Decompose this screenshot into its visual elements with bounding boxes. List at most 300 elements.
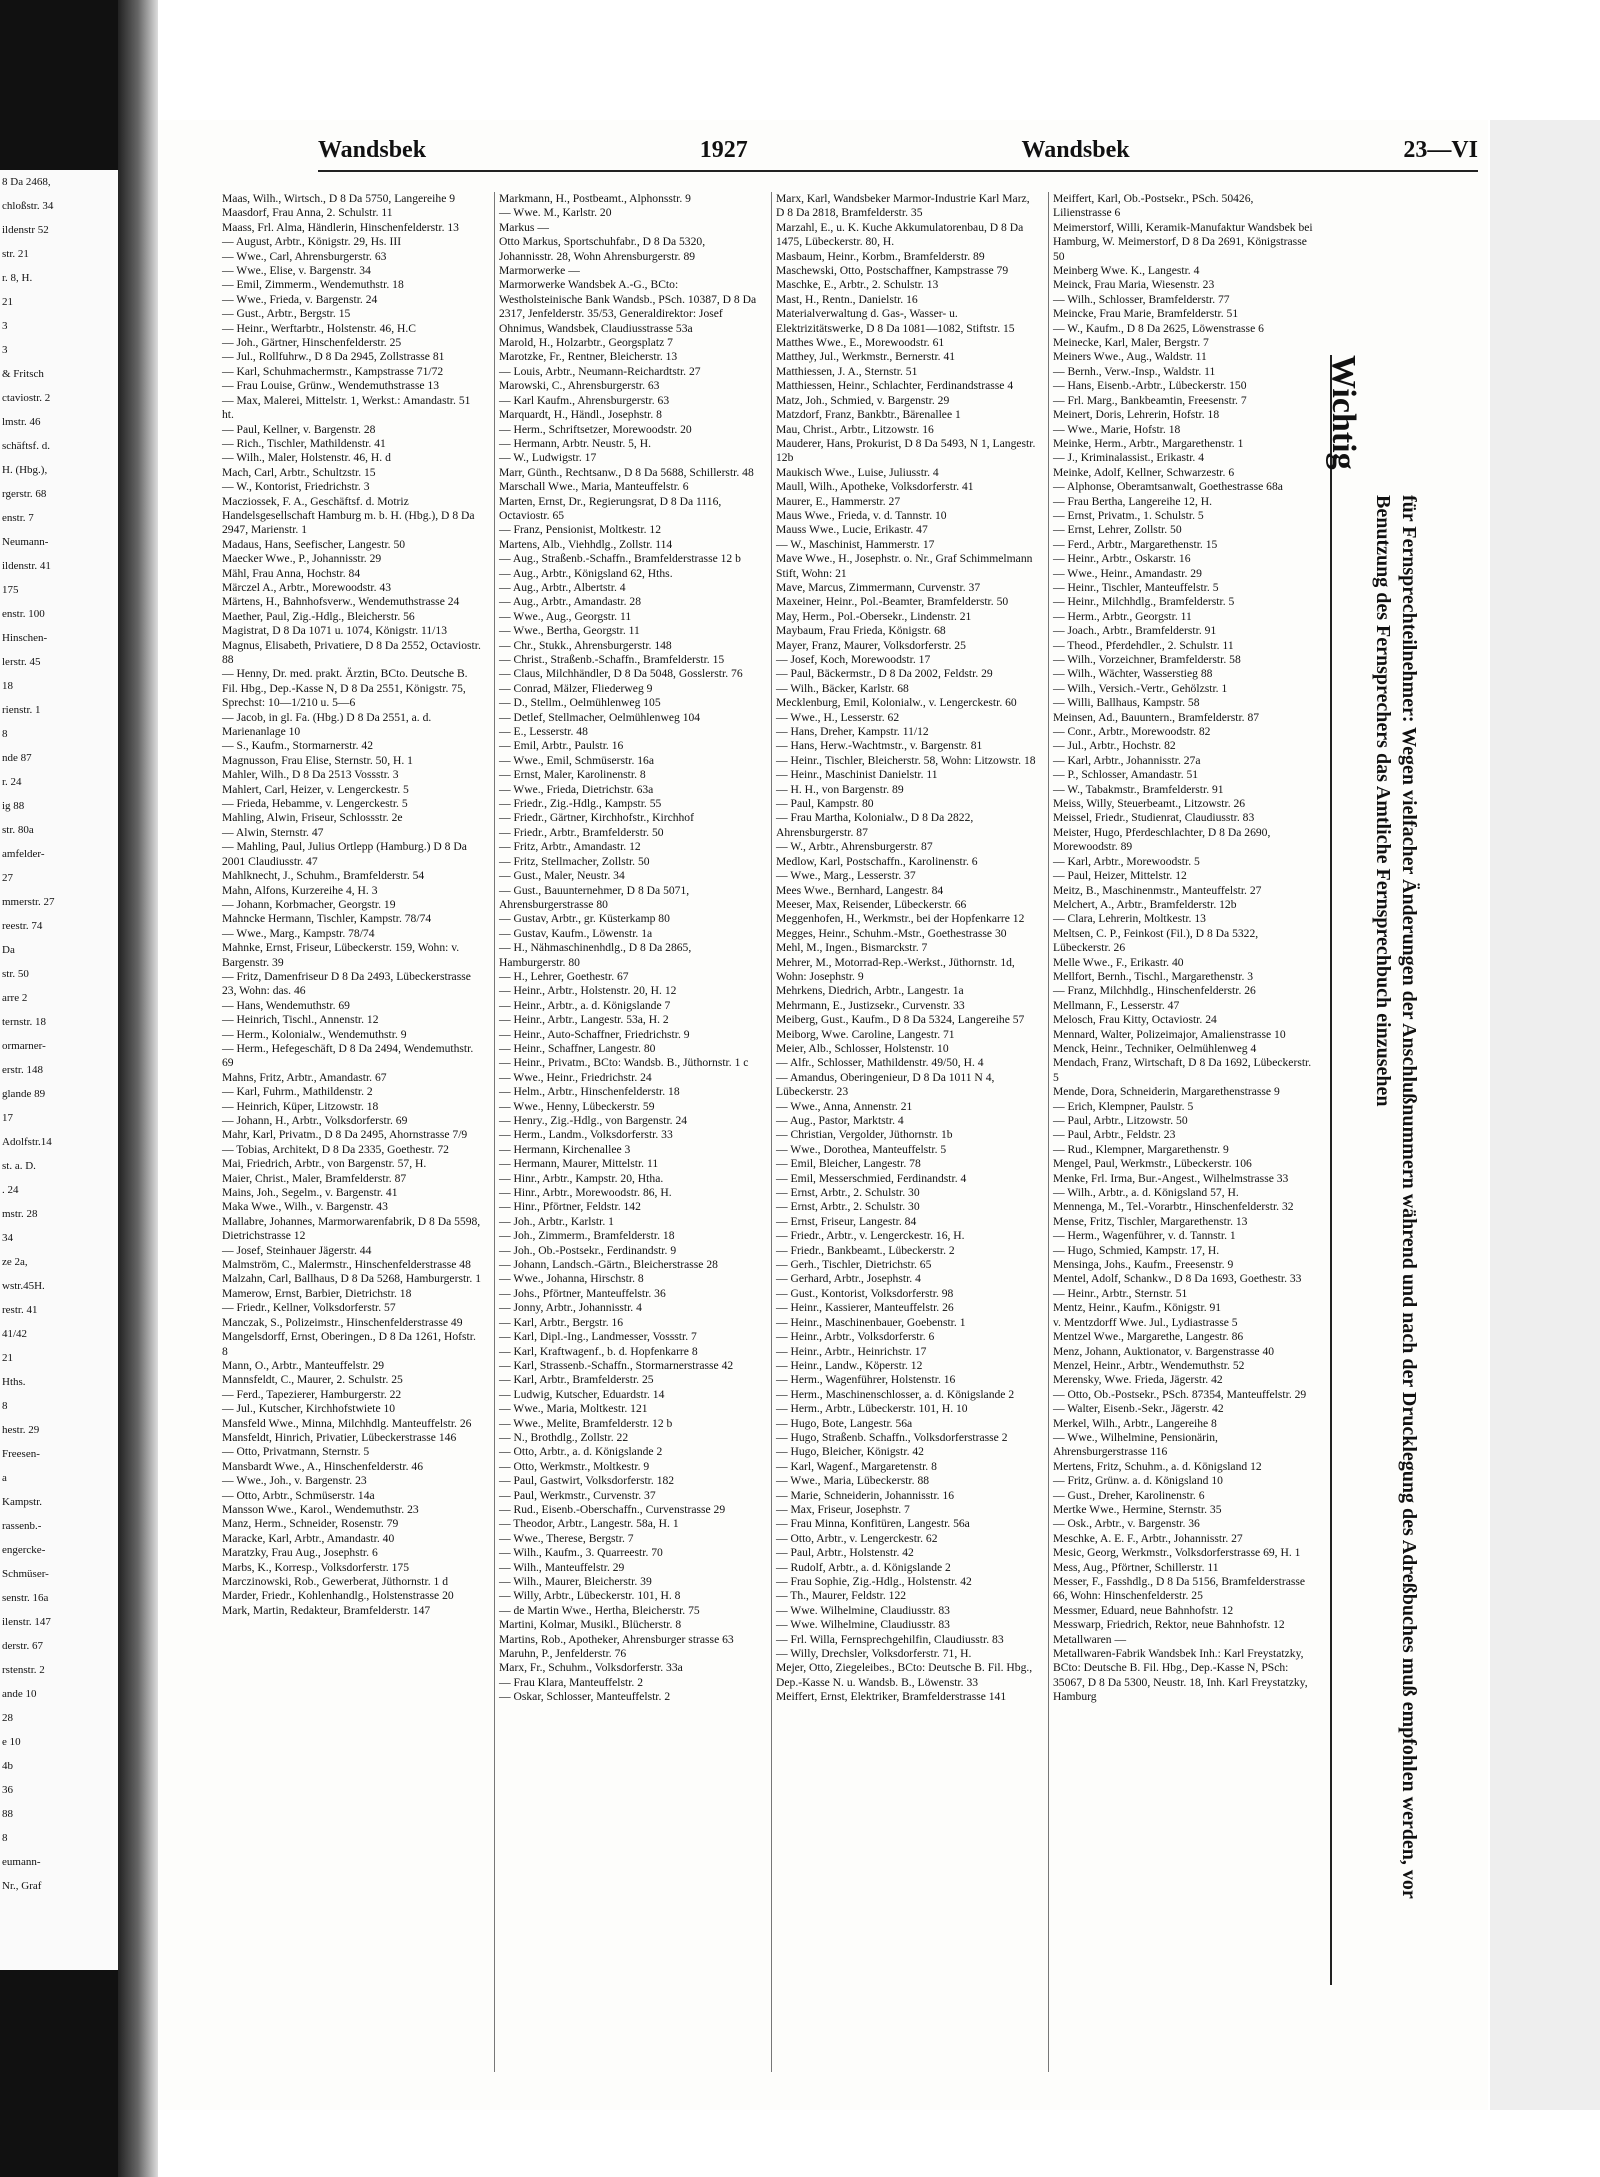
directory-entry: — Alwin, Sternstr. 47 <box>222 825 324 839</box>
directory-entry: — Hans, Wendemuthstr. 69 <box>222 998 350 1012</box>
directory-entry: Medlow, Karl, Postschaffn., Karolinenstr. 6 <box>776 854 978 868</box>
directory-entry: — Aug., Straßenb.-Schaffn., Bramfelderstrasse 12 b <box>499 552 741 566</box>
directory-entry: Mahlknecht, J., Schuhm., Bramfelderstr. 54 <box>222 869 425 883</box>
left-page-fragment: r. 24 <box>2 776 22 788</box>
directory-entry: — Joh., Arbtr., Karlstr. 1 <box>499 1214 614 1228</box>
directory-entry: — Karl, Arbtr., Bramfelderstr. 25 <box>499 1373 654 1387</box>
directory-entry: — Wwe., Johanna, Hirschstr. 8 <box>499 1272 644 1286</box>
directory-entry: Marmorwerke Wandsbek A.-G., BCto: Westholsteinische Bank Wandsb., PSch. 10387, D 8 Da 2317, Jenfelderstr. 35/53, Generaldirektor: Josef Ohnimus, Wandsbek, Claudiusstrasse 53a <box>499 278 757 335</box>
directory-entry: Merkel, Wilh., Arbtr., Langereihe 8 <box>1053 1416 1217 1430</box>
directory-entry: Meltsen, C. P., Feinkost (Fil.), D 8 Da 5322, Lübeckerstr. 26 <box>1053 926 1259 955</box>
directory-entry: — Herm., Hefegeschäft, D 8 Da 2494, Wendemuthstr. 69 <box>222 1041 474 1070</box>
directory-entry: — Friedr., Gärtner, Kirchhofstr., Kirchhof <box>499 811 694 825</box>
directory-entry: — Josef, Koch, Morewoodstr. 17 <box>776 653 931 666</box>
directory-entry: — Marie, Schneiderin, Johannisstr. 16 <box>776 1488 955 1502</box>
left-page-fragment: chloßstr. 34 <box>2 200 54 212</box>
directory-entry: — Wwe., Melite, Bramfelderstr. 12 b <box>499 1416 673 1430</box>
directory-entry: Mannsfeldt, C., Maurer, 2. Schulstr. 25 <box>222 1373 403 1387</box>
directory-entry: — Rudolf, Arbtr., a. d. Königslande 2 <box>776 1560 951 1574</box>
directory-entry: — Heinr., Arbtr., Heinrichstr. 17 <box>776 1344 927 1358</box>
directory-entry: — Heinr., Landw., Köperstr. 12 <box>776 1358 923 1372</box>
directory-entry: Marbs, K., Korresp., Volksdorferstr. 175 <box>222 1560 409 1574</box>
directory-entry: — Johann, H., Arbtr., Volksdorferstr. 69 <box>222 1114 408 1127</box>
directory-entry: — Hans, Eisenb.-Arbtr., Lübeckerstr. 150 <box>1053 379 1247 393</box>
left-page-fragment: 4b <box>2 1760 13 1772</box>
column-2 <box>494 192 759 2072</box>
directory-entry: — J., Kriminalassist., Erikastr. 4 <box>1053 451 1205 465</box>
directory-entry: Mesic, Georg, Werkmstr., Volksdorferstrasse 69, H. 1 <box>1053 1546 1301 1560</box>
directory-entry: — Friedr., Zig.-Hdlg., Kampstr. 55 <box>499 797 662 811</box>
directory-entry: Meiss, Willy, Steuerbeamt., Litzowstr. 26 <box>1053 797 1246 811</box>
directory-entry: — Rich., Tischler, Mathildenstr. 41 <box>222 436 386 450</box>
directory-entry: Meinecke, Karl, Maler, Bergstr. 7 <box>1053 336 1209 350</box>
directory-entry: Meiffert, Ernst, Elektriker, Bramfelderstrasse 141 <box>776 1690 1007 1704</box>
directory-entry: — Theod., Pferdehdler., 2. Schulstr. 11 <box>1053 638 1234 652</box>
directory-entry: — Karl, Dipl.-Ing., Landmesser, Vossstr. 7 <box>499 1330 697 1344</box>
directory-entry: — Ferd., Arbtr., Margarethenstr. 15 <box>1053 537 1218 551</box>
directory-entry: Mauderer, Hans, Prokurist, D 8 Da 5493, N 1, Langestr. 12b <box>776 436 1036 465</box>
left-page-fragment: erstr. 148 <box>2 1064 43 1076</box>
directory-entry: Marold, H., Holzarbtr., Georgsplatz 7 <box>499 336 673 350</box>
directory-entry: Mennard, Walter, Polizeimajor, Amalienstrasse 10 <box>1053 1027 1286 1041</box>
directory-entry: — Frl. Willa, Fernsprechgehilfin, Claudiusstr. 83 <box>776 1632 1004 1646</box>
directory-entry: — Karl, Schuhmachermstr., Kampstrasse 71/72 <box>222 364 444 378</box>
left-page-fragment: a <box>2 1472 7 1484</box>
left-page-fragment: str. 21 <box>2 248 29 260</box>
directory-entry: — Heinr., Milchhdlg., Bramfelderstr. 5 <box>1053 595 1235 609</box>
directory-entry: — Paul, Werkmstr., Curvenstr. 37 <box>499 1488 656 1502</box>
directory-entry: — Heinr., Privatm., BCto: Wandsb. B., Jüthornstr. 1 c <box>499 1056 749 1070</box>
directory-entry: — W., Kontorist, Friedrichstr. 3 <box>222 480 370 494</box>
directory-entry: — Karl, Arbtr., Johannisstr. 27a <box>1053 753 1201 767</box>
directory-entry: — Paul, Arbtr., Holstenstr. 42 <box>776 1546 914 1560</box>
directory-entry: Marr, Günth., Rechtsanw., D 8 Da 5688, Schillerstr. 48 <box>499 465 754 479</box>
directory-entry: Mähl, Frau Anna, Hochstr. 84 <box>222 566 361 580</box>
directory-entry: — Heinr., Arbtr., Sternstr. 51 <box>1053 1286 1188 1300</box>
directory-entry: Mejer, Otto, Ziegeleibes., BCto: Deutsche B. Fil. Hbg., Dep.-Kasse N. u. Wandsb. B., Löwenstr. 33 <box>776 1661 1033 1689</box>
left-page-fragment: Adolfstr.14 <box>2 1136 52 1148</box>
directory-entry: Markus — <box>499 220 549 234</box>
directory-entry: Malmström, C., Malermstr., Hinschenfelderstrasse 48 <box>222 1258 471 1272</box>
directory-entry: — Wilh., Maurer, Bleicherstr. 39 <box>499 1575 652 1588</box>
directory-entry: — Wwe., Marie, Hofstr. 18 <box>1053 422 1181 436</box>
directory-entry: Melosch, Frau Kitty, Octaviostr. 24 <box>1053 1013 1217 1027</box>
directory-entry: Maruhn, P., Jenfelderstr. 76 <box>499 1647 627 1661</box>
page-gutter <box>118 0 158 2177</box>
left-page-fragment: ande 10 <box>2 1688 37 1700</box>
left-page-fragment: 21 <box>2 296 13 308</box>
directory-entry: — Hans, Dreher, Kampstr. 11/12 <box>776 725 929 739</box>
directory-entry: — Joach., Arbtr., Bramfelderstr. 91 <box>1053 624 1217 638</box>
directory-entry: — Frieda, Hebamme, v. Lengerckestr. 5 <box>222 797 408 811</box>
directory-entry: — Gustav, Kaufm., Löwenstr. 1a <box>499 926 653 940</box>
directory-entry: — Wwe., Bertha, Georgstr. 11 <box>499 624 640 638</box>
directory-entry: Messmer, Eduard, neue Bahnhofstr. 12 <box>1053 1603 1234 1617</box>
directory-entry: — Heinrich, Küper, Litzowstr. 18 <box>222 1099 379 1113</box>
directory-entry: — Ernst, Privatm., 1. Schulstr. 5 <box>1053 508 1204 522</box>
directory-entry: — Jul., Rollfuhrw., D 8 Da 2945, Zollstrasse 81 <box>222 350 445 364</box>
directory-entry: — Henry., Zig.-Hdlg., von Bargenstr. 24 <box>499 1114 688 1127</box>
left-page-fragment: Freesen- <box>2 1448 40 1460</box>
directory-entry: — Christ., Straßenb.-Schaffn., Bramfelderstr. 15 <box>499 653 725 666</box>
directory-entry: — Tobias, Architekt, D 8 Da 2335, Goethestr. 72 <box>222 1142 449 1156</box>
directory-entry: Megges, Heinr., Schuhm.-Mstr., Goethestrasse 30 <box>776 926 1007 940</box>
directory-entry: — Frau Sophie, Zig.-Hdlg., Holstenstr. 42 <box>776 1575 972 1588</box>
directory-entry: Marder, Friedr., Kohlenhandlg., Holstenstrasse 20 <box>222 1589 454 1603</box>
directory-entry: — Wwe., Emil, Schmüserstr. 16a <box>499 753 654 767</box>
directory-entry: Menzel, Heinr., Arbtr., Wendemuthstr. 52 <box>1053 1358 1245 1372</box>
directory-entry: — Hugo, Schmied, Kampstr. 17, H. <box>1053 1243 1220 1257</box>
directory-entry: — Wwe., H., Lesserstr. 62 <box>776 710 900 724</box>
left-page-fragment: . 24 <box>2 1184 19 1196</box>
directory-entry: — Christian, Vergolder, Jüthornstr. 1b <box>776 1128 953 1142</box>
header-right: Wandsbek <box>1021 136 1130 163</box>
directory-entry: — Wwe., Frieda, v. Bargenstr. 24 <box>222 292 378 306</box>
directory-entry: Meinsen, Ad., Bauuntern., Bramfelderstr. 87 <box>1053 710 1260 724</box>
directory-entry: Mai, Friedrich, Arbtr., von Bargenstr. 57, H. <box>222 1157 427 1171</box>
directory-entry: — Wwe., Heinr., Friedrichstr. 24 <box>499 1070 652 1084</box>
directory-entry: Martini, Kolmar, Musikl., Blücherstr. 8 <box>499 1618 682 1632</box>
directory-entry: — Claus, Milchhändler, D 8 Da 5048, Gosslerstr. 76 <box>499 667 743 681</box>
directory-entry: — Henny, Dr. med. prakt. Ärztin, BCto. Deutsche B. Fil. Hbg., Dep.-Kasse N, D 8 Da 2551, Königstr. 75, Sprechst: 10—1/210 u. 5—6 <box>222 667 468 710</box>
directory-entry: — Aug., Pastor, Marktstr. 4 <box>776 1114 904 1127</box>
directory-entry: — Hinr., Pförtner, Feldstr. 142 <box>499 1200 641 1214</box>
directory-entry: — Otto, Arbtr., a. d. Königslande 2 <box>499 1445 663 1459</box>
directory-entry: Maass, Frl. Alma, Händlerin, Hinschenfelderstr. 13 <box>222 220 459 234</box>
directory-entry: — Wwe., Henny, Lübeckerstr. 59 <box>499 1099 655 1113</box>
directory-entry: Mansfeldt, Hinrich, Privatier, Lübeckerstrasse 146 <box>222 1430 457 1444</box>
directory-entry: — Wwe., Wilhelmine, Pensionärin, Ahrensburgerstrasse 116 <box>1053 1430 1218 1459</box>
directory-entry: Materialverwaltung d. Gas-, Wasser- u. Elektrizitätswerke, D 8 Da 1081—1082, Stiftstr. 15 <box>776 307 1015 335</box>
directory-entry: — W., Maschinist, Hammerstr. 17 <box>776 537 935 551</box>
directory-entry: — Wilh., Kaufm., 3. Quarreestr. 70 <box>499 1546 663 1560</box>
directory-entry: Maurer, E., Hammerstr. 27 <box>776 494 901 508</box>
directory-entry: — Fritz, Stellmacher, Zollstr. 50 <box>499 854 650 868</box>
left-page-fragment: Hinschen- <box>2 632 48 644</box>
directory-entry: — Wilh., Manteuffelstr. 29 <box>499 1560 625 1574</box>
listing-columns <box>218 192 1313 2072</box>
directory-entry: — Joh., Zimmerm., Bramfelderstr. 18 <box>499 1229 675 1243</box>
directory-entry: — Detlef, Stellmacher, Oelmühlenweg 104 <box>499 710 701 724</box>
directory-entry: Mansson Wwe., Karol., Wendemuthstr. 23 <box>222 1502 419 1516</box>
directory-entry: — Franz, Pensionist, Moltkestr. 12 <box>499 523 661 537</box>
directory-entry: Meincke, Frau Marie, Bramfelderstr. 51 <box>1053 307 1239 321</box>
directory-entry: — Heinr., Auto-Schaffner, Friedrichstr. 9 <box>499 1027 690 1041</box>
directory-entry: — Ernst, Friseur, Langestr. 84 <box>776 1214 917 1228</box>
directory-entry: Maracke, Karl, Arbtr., Amandastr. 40 <box>222 1531 395 1545</box>
directory-entry: Maasdorf, Frau Anna, 2. Schulstr. 11 <box>222 206 393 220</box>
directory-entry: — Heinr., Arbtr., Oskarstr. 16 <box>1053 552 1191 566</box>
directory-entry: — P., Schlosser, Amandastr. 51 <box>1053 768 1199 782</box>
directory-entry: Matthes Wwe., E., Morewoodstr. 61 <box>776 336 945 350</box>
directory-entry: — Johann, Korbmacher, Georgstr. 19 <box>222 897 396 911</box>
directory-entry: Meinck, Frau Maria, Wiesenstr. 23 <box>1053 278 1215 292</box>
left-page-fragment: enstr. 100 <box>2 608 45 620</box>
directory-entry: Mentzel Wwe., Margarethe, Langestr. 86 <box>1053 1330 1244 1344</box>
directory-entry: Mast, H., Rentn., Danielstr. 16 <box>776 292 918 306</box>
directory-entry: Mansbardt Wwe., A., Hinschenfelderstr. 46 <box>222 1459 424 1473</box>
directory-entry: Maschke, E., Arbtr., 2. Schulstr. 13 <box>776 278 939 292</box>
directory-entry: — Wilh., Wächter, Wasserstieg 88 <box>1053 667 1213 681</box>
directory-entry: Messer, F., Fasshdlg., D 8 Da 5156, Bramfelderstrasse 66, Wohn: Hinschenfelderstr. 25 <box>1053 1575 1306 1603</box>
directory-entry: — Paul, Heizer, Mittelstr. 12 <box>1053 869 1187 883</box>
left-page-fragment: H. (Hbg.), <box>2 464 48 476</box>
directory-entry: Marzahl, E., u. K. Kuche Akkumulatorenbau, D 8 Da 1475, Lübeckerstr. 80, H. <box>776 220 1024 249</box>
left-page-fragment: 21 <box>2 1352 13 1364</box>
left-page-fragment: derstr. 67 <box>2 1640 43 1652</box>
left-page-fragment: mstr. 28 <box>2 1208 38 1220</box>
directory-entry: — Paul, Kellner, v. Bargenstr. 28 <box>222 422 376 436</box>
directory-entry: — Johann, Landsch.-Gärtn., Bleicherstrasse 28 <box>499 1258 718 1272</box>
directory-entry: Mecklenburg, Emil, Kolonialw., v. Lengerckestr. 60 <box>776 696 1017 710</box>
left-page-fragment: ilenstr. 147 <box>2 1616 51 1628</box>
left-page-fragment: 175 <box>2 584 19 596</box>
directory-entry: Meinberg Wwe. K., Langestr. 4 <box>1053 264 1200 278</box>
left-page-fragment: str. 50 <box>2 968 29 980</box>
directory-entry: — Aug., Arbtr., Albertstr. 4 <box>499 580 626 594</box>
directory-entry: Magnusson, Frau Elise, Sternstr. 50, H. 1 <box>222 753 413 767</box>
directory-entry: — Erich, Klempner, Paulstr. 5 <box>1053 1099 1194 1113</box>
directory-entry: Metallwaren-Fabrik Wandsbek Inh.: Karl Freystatzky, BCto: Deutsche B. Fil. Hbg., Dep.-Kasse N, PSch: 35067, D 8 Da 5300, Neustr. 18, Inh. Karl Freystatzky, Hamburg <box>1053 1647 1308 1704</box>
directory-entry: Mensinga, Johs., Kaufm., Freesenstr. 9 <box>1053 1258 1234 1272</box>
left-page-fragment: 3 <box>2 344 8 356</box>
directory-entry: — Wilh., Maler, Holstenstr. 46, H. d <box>222 451 391 465</box>
directory-entry: Marx, Karl, Wandsbeker Marmor-Industrie Karl Marz, D 8 Da 2818, Bramfelderstr. 35 <box>776 192 1030 220</box>
directory-entry: — Wwe., Therese, Bergstr. 7 <box>499 1531 634 1545</box>
directory-entry: — Herm., Arbtr., Georgstr. 11 <box>1053 609 1192 623</box>
directory-entry: Menke, Frl. Irma, Bur.-Angest., Wilhelmstrasse 33 <box>1053 1171 1289 1185</box>
directory-entry: Markmann, H., Postbeamt., Alphonsstr. 9 <box>499 192 691 205</box>
directory-entry: — Paul, Bäckermstr., D 8 Da 2002, Feldstr. 29 <box>776 667 993 681</box>
directory-entry: Mach, Carl, Arbtr., Schultzstr. 15 <box>222 465 376 479</box>
left-page-fragment: e 10 <box>2 1736 21 1748</box>
directory-entry: Mendach, Franz, Wirtschaft, D 8 Da 1692, Lübeckerstr. 5 <box>1053 1056 1312 1084</box>
directory-entry: Meinke, Adolf, Kellner, Schwarzestr. 6 <box>1053 465 1235 479</box>
directory-entry: — Gust., Arbtr., Bergstr. 15 <box>222 307 351 321</box>
directory-entry: — Otto, Privatmann, Sternstr. 5 <box>222 1445 370 1459</box>
directory-entry: Maka Wwe., Wilh., v. Bargenstr. 43 <box>222 1200 388 1214</box>
directory-entry: — H. H., von Bargenstr. 89 <box>776 782 904 796</box>
directory-entry: Otto Markus, Sportschuhfabr., D 8 Da 5320, Johannisstr. 28, Wohn Ahrensburgerstr. 89 <box>499 235 706 263</box>
directory-entry: Mann, O., Arbtr., Manteuffelstr. 29 <box>222 1358 385 1372</box>
directory-entry: Mees Wwe., Bernhard, Langestr. 84 <box>776 883 944 897</box>
left-page-fragment: 8 <box>2 1832 8 1844</box>
directory-entry: — Jul., Kutscher, Kirchhofstwiete 10 <box>222 1402 396 1416</box>
column-1 <box>218 192 482 2072</box>
left-page-fragment: mmerstr. 27 <box>2 896 55 908</box>
directory-entry: — Frau Klara, Manteuffelstr. 2 <box>499 1675 644 1689</box>
left-page-fragment: eumann- <box>2 1856 41 1868</box>
directory-entry: — Theodor, Arbtr., Langestr. 58a, H. 1 <box>499 1517 679 1531</box>
left-page-fragment: str. 80a <box>2 824 34 836</box>
left-page-fragment: senstr. 16a <box>2 1592 49 1604</box>
directory-entry: Meinert, Doris, Lehrerin, Hofstr. 18 <box>1053 408 1220 422</box>
directory-entry: Mayer, Franz, Maurer, Volksdorferstr. 25 <box>776 638 966 652</box>
directory-entry: Matthiessen, Heinr., Schlachter, Ferdinandstrasse 4 <box>776 379 1014 393</box>
directory-entry: Mahlert, Carl, Heizer, v. Lengerckestr. 5 <box>222 782 409 796</box>
directory-entry: — Wwe., Aug., Georgstr. 11 <box>499 609 632 623</box>
header-year: 1927 <box>699 136 748 163</box>
directory-entry: Martens, Alb., Viehhdlg., Zollstr. 114 <box>499 537 673 551</box>
left-page-fragment: 34 <box>2 1232 13 1244</box>
directory-entry: — Wwe., Frieda, Dietrichstr. 63a <box>499 782 654 796</box>
directory-entry: — Fritz, Grünw. a. d. Königsland 10 <box>1053 1474 1223 1488</box>
directory-entry: Mense, Fritz, Tischler, Margarethenstr. 13 <box>1053 1214 1248 1228</box>
directory-entry: — Conrad, Mälzer, Fliederweg 9 <box>499 681 653 695</box>
notice-sidebar <box>1325 355 1422 1985</box>
directory-entry: — Heinr., Tischler, Bleicherstr. 58, Wohn: Litzowstr. 18 <box>776 753 1036 767</box>
directory-entry: — Friedr., Arbtr., v. Lengerckestr. 16, H. <box>776 1229 965 1243</box>
directory-entry: Metallwaren — <box>1053 1632 1127 1646</box>
left-page-fragment: 41/42 <box>2 1328 28 1340</box>
directory-entry: Mangelsdorff, Ernst, Oberingen., D 8 Da 1261, Hofstr. 8 <box>222 1330 476 1358</box>
directory-entry: — E., Lesserstr. 48 <box>499 725 588 739</box>
directory-entry: Mellmann, F., Lesserstr. 47 <box>1053 998 1180 1012</box>
directory-entry: — Karl, Arbtr., Bergstr. 16 <box>499 1315 624 1329</box>
directory-entry: — W., Arbtr., Ahrensburgerstr. 87 <box>776 840 933 854</box>
directory-entry: Meiberg, Gust., Kaufm., D 8 Da 5324, Langereihe 57 <box>776 1013 1025 1027</box>
directory-entry: Marschall Wwe., Maria, Manteuffelstr. 6 <box>499 480 689 494</box>
directory-entry: Mains, Joh., Segelm., v. Bargenstr. 41 <box>222 1186 398 1200</box>
directory-entry: Mehrer, M., Motorrad-Rep.-Werkst., Jüthornstr. 1d, Wohn: Josephstr. 9 <box>776 955 1015 983</box>
directory-entry: — Walter, Eisenb.-Sekr., Jägerstr. 42 <box>1053 1402 1224 1416</box>
directory-entry: — Wwe. Wilhelmine, Claudiusstr. 83 <box>776 1603 950 1617</box>
directory-entry: Maratzky, Frau Aug., Josephstr. 6 <box>222 1546 378 1560</box>
directory-entry: Mahr, Karl, Privatm., D 8 Da 2495, Ahornstrasse 7/9 <box>222 1128 468 1142</box>
left-page-fragment: ze 2a, <box>2 1256 28 1268</box>
directory-entry: Matzdorf, Franz, Bankbtr., Bärenallee 1 <box>776 408 961 422</box>
directory-entry: — Alfr., Schlosser, Mathildenstr. 49/50, H. 4 <box>776 1056 984 1070</box>
directory-entry: — Gust., Bauunternehmer, D 8 Da 5071, Ahrensburgerstrasse 80 <box>499 883 690 911</box>
directory-entry: — H., Nähmaschinenhdlg., D 8 Da 2865, Hamburgerstr. 80 <box>499 941 692 969</box>
directory-entry: — H., Lehrer, Goethestr. 67 <box>499 969 629 983</box>
left-page-fragment: schäftsf. d. <box>2 440 50 452</box>
directory-entry: — Wwe., Joh., v. Bargenstr. 23 <box>222 1474 367 1488</box>
directory-entry: — Emil, Bleicher, Langestr. 78 <box>776 1157 921 1171</box>
directory-entry: — Ferd., Tapezierer, Hamburgerstr. 22 <box>222 1387 402 1401</box>
directory-entry: — Wwe., Dorothea, Manteuffelstr. 5 <box>776 1142 947 1156</box>
directory-entry: — Jacob, in gl. Fa. (Hbg.) D 8 Da 2551, a. d. Marienanlage 10 <box>222 710 432 739</box>
directory-entry: — Frau Louise, Grünw., Wendemuthstrasse 13 <box>222 379 440 393</box>
directory-entry: Meschke, A. E. F., Arbtr., Johannisstr. 27 <box>1053 1531 1243 1545</box>
directory-entry: — Herm., Landm., Volksdorferstr. 33 <box>499 1128 673 1142</box>
directory-entry: Matthiessen, J. A., Sternstr. 51 <box>776 364 918 378</box>
notice-title: Wichtig <box>1325 355 1362 470</box>
directory-entry: — Wwe., Maria, Moltkestr. 121 <box>499 1402 648 1416</box>
directory-entry: — Heinr., Tischler, Manteuffelstr. 5 <box>1053 580 1219 594</box>
directory-entry: Maus Wwe., Frieda, v. d. Tannstr. 10 <box>776 508 947 522</box>
left-page-fragment: & Fritsch <box>2 368 44 380</box>
left-page-fragment: 17 <box>2 1112 13 1124</box>
directory-entry: Meissel, Friedr., Studienrat, Claudiusstr. 83 <box>1053 811 1255 825</box>
directory-entry: v. Mentzdorff Wwe. Jul., Lydiastrasse 5 <box>1053 1315 1238 1329</box>
directory-entry: — Willy, Drechsler, Volksdorferstr. 71, H. <box>776 1647 972 1661</box>
directory-entry: Mehl, M., Ingen., Bismarckstr. 7 <box>776 941 928 955</box>
directory-entry: Mehrkens, Diedrich, Arbtr., Langestr. 1a <box>776 984 964 998</box>
left-page-fragment: Hths. <box>2 1376 26 1388</box>
directory-entry: — Wwe. Wilhelmine, Claudiusstr. 83 <box>776 1618 950 1632</box>
directory-entry: — Herm., Schriftsetzer, Morewoodstr. 20 <box>499 422 692 436</box>
directory-entry: Maether, Paul, Zig.-Hdlg., Bleicherstr. 56 <box>222 609 415 623</box>
left-page-fragment: r. 8, H. <box>2 272 33 284</box>
left-page-fragment: 36 <box>2 1784 13 1796</box>
directory-entry: Masbaum, Heinr., Korbm., Bramfelderstr. 89 <box>776 249 985 263</box>
left-page-fragment: rstenstr. 2 <box>2 1664 45 1676</box>
left-page-fragment: ildenstr 52 <box>2 224 49 236</box>
directory-entry: — Karl Kaufm., Ahrensburgerstr. 63 <box>499 393 670 407</box>
directory-entry: Mave Wwe., H., Josephstr. o. Nr., Graf Schimmelmann Stift, Wohn: 21 <box>776 552 1033 580</box>
directory-entry: — Heinr., Arbtr., a. d. Königslande 7 <box>499 998 671 1012</box>
left-page-fragment: restr. 41 <box>2 1304 38 1316</box>
directory-entry: — Emil, Zimmerm., Wendemuthstr. 18 <box>222 278 404 292</box>
directory-entry: Meier, Alb., Schlosser, Holstenstr. 10 <box>776 1041 949 1055</box>
directory-entry: Maukisch Wwe., Luise, Juliusstr. 4 <box>776 465 939 479</box>
directory-entry: — Herm., Wagenführer, Holstenstr. 16 <box>776 1373 956 1387</box>
directory-entry: Marotzke, Fr., Rentner, Bleicherstr. 13 <box>499 350 678 364</box>
directory-entry: — Wwe., Carl, Ahrensburgerstr. 63 <box>222 249 387 263</box>
directory-entry: — Frl. Marg., Bankbeamtin, Freesenstr. 7 <box>1053 393 1247 407</box>
left-page-fragment: enstr. 7 <box>2 512 34 524</box>
left-page-fragment: hestr. 29 <box>2 1424 40 1436</box>
directory-entry: Maybaum, Frau Frieda, Königstr. 68 <box>776 624 946 638</box>
directory-entry: Matthey, Jul., Werkmstr., Bernerstr. 41 <box>776 350 956 364</box>
directory-entry: — Wilh., Vorzeichner, Bramfelderstr. 58 <box>1053 653 1241 666</box>
directory-entry: — Oskar, Schlosser, Manteuffelstr. 2 <box>499 1690 671 1704</box>
directory-entry: Mentel, Adolf, Schankw., D 8 Da 1693, Goethestr. 33 <box>1053 1272 1302 1286</box>
directory-entry: — Heinr., Arbtr., Volksdorferstr. 6 <box>776 1330 935 1344</box>
directory-entry: — Karl, Wagenf., Margaretenstr. 8 <box>776 1459 937 1473</box>
directory-entry: — Paul, Kampstr. 80 <box>776 797 874 811</box>
directory-entry: — Heinr., Arbtr., Langestr. 53a, H. 2 <box>499 1013 669 1027</box>
left-page-fragment: nde 87 <box>2 752 32 764</box>
directory-entry: Melchert, A., Arbtr., Bramfelderstr. 12b <box>1053 897 1237 911</box>
left-page-fragment: rgerstr. 68 <box>2 488 47 500</box>
directory-entry: — Hugo, Bleicher, Königstr. 42 <box>776 1445 924 1459</box>
directory-entry: Matz, Joh., Schmied, v. Bargenstr. 29 <box>776 393 950 407</box>
directory-entry: Märtens, H., Bahnhofsverw., Wendemuthstrasse 24 <box>222 595 460 609</box>
directory-entry: — W., Tabakmstr., Bramfelderstr. 91 <box>1053 782 1224 796</box>
directory-entry: — Paul, Gastwirt, Volksdorferstr. 182 <box>499 1474 675 1488</box>
directory-entry: — Wwe., Marg., Kampstr. 78/74 <box>222 926 375 940</box>
left-page-fragment: lmstr. 46 <box>2 416 41 428</box>
directory-entry: Mallabre, Johannes, Marmorwarenfabrik, D 8 Da 5598, Dietrichstrasse 12 <box>222 1214 481 1243</box>
directory-entry: Maschewski, Otto, Postschaffner, Kampstrasse 79 <box>776 264 1009 278</box>
page-header <box>318 130 1478 172</box>
header-left: Wandsbek <box>318 136 427 163</box>
directory-entry: Messwarp, Friedrich, Rektor, neue Bahnhofstr. 12 <box>1053 1618 1285 1632</box>
directory-entry: — Hugo, Bote, Langestr. 56a <box>776 1416 913 1430</box>
directory-entry: Mehrmann, E., Justizsekr., Curvenstr. 33 <box>776 998 965 1012</box>
directory-entry: — Fritz, Arbtr., Amandastr. 12 <box>499 840 641 854</box>
directory-entry: — Franz, Milchhdlg., Hinschenfelderstr. 26 <box>1053 984 1256 998</box>
column-3 <box>771 192 1036 2072</box>
directory-entry: — Karl, Strassenb.-Schaffn., Stormarnerstrasse 42 <box>499 1358 734 1372</box>
directory-entry: Malzahn, Carl, Ballhaus, D 8 Da 5268, Hamburgerstr. 1 <box>222 1272 481 1286</box>
directory-entry: — Heinr., Maschinist Danielstr. 11 <box>776 768 938 782</box>
directory-entry: — Frau Minna, Konfitüren, Langestr. 56a <box>776 1517 970 1531</box>
directory-entry: — Frau Martha, Kolonialw., D 8 Da 2822, Ahrensburgerstr. 87 <box>776 811 974 839</box>
directory-entry: — Otto, Werkmstr., Moltkestr. 9 <box>499 1459 650 1473</box>
directory-entry: — de Martin Wwe., Hertha, Bleicherstr. 75 <box>499 1603 700 1617</box>
directory-entry: Mauss Wwe., Lucie, Erikastr. 47 <box>776 523 928 537</box>
directory-entry: — Hugo, Straßenb. Schaffn., Volksdorferstrasse 2 <box>776 1430 1008 1444</box>
directory-entry: Manczak, S., Polizeimstr., Hinschenfelderstrasse 49 <box>222 1315 463 1329</box>
directory-entry: — Emil, Arbtr., Paulstr. 16 <box>499 739 624 753</box>
directory-entry: Märczel A., Arbtr., Morewoodstr. 43 <box>222 580 392 594</box>
directory-entry: Meeser, Max, Reisender, Lübeckerstr. 66 <box>776 897 967 911</box>
directory-entry: — Chr., Stukk., Ahrensburgerstr. 148 <box>499 638 672 652</box>
directory-entry: — Heinr., Schaffner, Langestr. 80 <box>499 1041 656 1055</box>
